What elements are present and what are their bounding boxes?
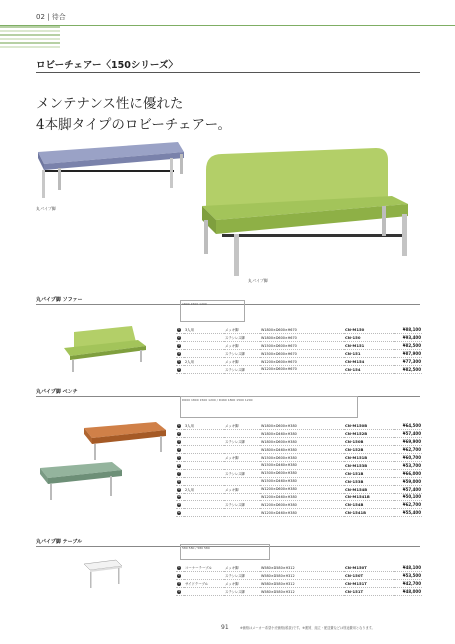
table-row: 5 2人用 メッキ脚 W1200×D600×H670 CN-M154 ¥77,300 [176,358,422,366]
table-row: 2 ステンレス脚 W580×D580×H312 CN-150T ¥53,500 [176,572,422,580]
headline [36,94,231,136]
page-title: ロビーチェアー〈150シリーズ〉 [36,60,178,71]
table-row: 1 3人用 メッキ脚 W1800×D600×H670 CN-M150 ¥88,100 [176,326,422,334]
table-row: 4 ステンレス脚 W580×D580×H312 CN-151T ¥48,000 [176,588,422,596]
table-row: 2 W1800×D460×H380 CN-M152B ¥57,400 [176,430,422,438]
page-number: 91 [221,624,229,631]
green-sofa-image [196,140,426,280]
sofa-section-title: 丸パイプ脚 ソファー [36,297,83,303]
table-row: 6 W1500×D460×H380 CN-M153B ¥53,700 [176,461,422,469]
sofa-thumb-image [60,322,150,376]
table-row: 8 W1500×D460×H380 CN-153B ¥59,000 [176,477,422,485]
headline-line-2: 4本脚タイプのロビーチェアー。 [36,117,232,133]
section-header: 02 | 待合 [36,13,66,21]
table-dims-label: 580 580 / 580 580 [182,546,210,550]
bench-spec-table [176,422,422,517]
orange-bench-image [80,420,170,464]
bench-dimension-diagram [180,396,358,418]
table-row: 4 ステンレス脚 W1500×D600×H670 CN-151 ¥87,900 [176,350,422,358]
table-row: 9 2人用 メッキ脚 W1200×D600×H380 CN-M154B ¥57,400 [176,485,422,493]
table-thumb-image [80,556,126,596]
table-row: 1 コーナーテーブル メッキ脚 W580×D580×H312 CN-M150T ¥48,100 [176,564,422,572]
footer-note: ※価格はメーカー希望小売価格(税抜)です。※運賃、組立・配送費などは別途費用となります。 [240,626,375,630]
table-row: 7 ステンレス脚 W1500×D600×H380 CN-151B ¥66,000 [176,469,422,477]
table-row: 4 W1800×D460×H380 CN-152B ¥62,700 [176,446,422,454]
table-row: 12 W1200×D460×H380 CN-1541B ¥55,400 [177,510,421,516]
table-row: 2 ステンレス脚 W1800×D600×H670 CN-150 ¥93,400 [176,334,422,342]
sofa-dimension-diagram [180,300,245,322]
sofa-dims-label: 1800 1500 1200 [182,302,207,306]
title-divider [36,72,420,73]
table-row: 5 メッキ脚 W1500×D600×H380 CN-M151B ¥60,700 [176,454,422,462]
headline-line-1: メンテナンス性に優れた [36,96,184,112]
table-dimension-diagram [180,544,270,560]
header-stripes [0,26,60,50]
table-row: 10 W1200×D460×H380 CN-M1541B ¥50,100 [177,494,421,500]
caption-left: 丸パイプ脚 [36,206,56,211]
table-row: 6 ステンレス脚 W1200×D600×H670 CN-154 ¥82,500 [176,365,422,373]
table-row: 3 ステンレス脚 W1800×D600×H380 CN-150B ¥69,900 [176,438,422,446]
table-row: 1 3人用 メッキ脚 W1800×D600×H380 CN-M150B ¥64,500 [176,422,422,430]
blue-bench-image [30,140,190,202]
bench-dims-label: D600 1800 1500 1200 / D460 1800 1500 1200 [182,398,253,402]
sage-bench-image [36,460,126,504]
caption-right: 丸パイプ脚 [248,278,268,283]
table-row: 3 サイドテーブル メッキ脚 W580×D580×H312 CN-M151T ¥42,700 [176,580,422,588]
table-row: 11 ステンレス脚 W1200×D600×H380 CN-154B ¥62,700 [177,502,421,508]
table-row: 3 メッキ脚 W1500×D600×H670 CN-M151 ¥82,500 [176,342,422,350]
sofa-spec-table [176,326,422,374]
table-section-title: 丸パイプ脚 テーブル [36,539,83,545]
bench-section-title: 丸パイプ脚 ベンチ [36,389,78,395]
table-spec-table [176,564,422,596]
header-divider [0,25,455,26]
